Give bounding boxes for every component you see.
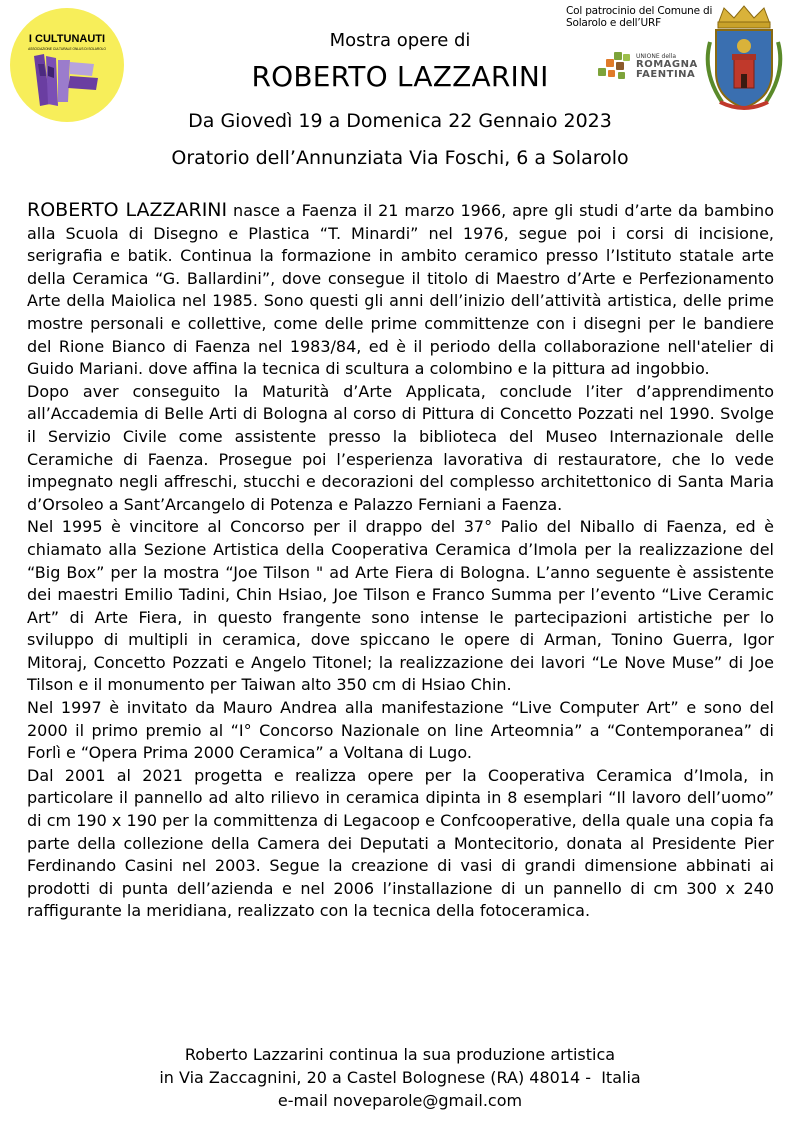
biography-paragraph-3: Nel 1995 è vincitore al Concorso per il drappo del 37° Palio del Niballo di Faenza, ed è chiamato alla Sezione Artistica della Cooperativa Ceramica d’Imola per la realizzazione del “Big Box” per la mostra “Joe Tilson " ad Arte Fiera di Bologna. L’anno seguente è assistente dei maestri Emilio Tadini, Chin Hsiao, Joe Tilson e Franco Summa per l’evento “Live Ceramic Art” di Arte Fiera, in questo frangente sono intense le partecipazioni artistiche per lo sviluppo di multipli in ceramica, dove spiccano le opere di Arman, Tonino Guerra, Igor Mitoraj, Concetto Pozzati e Angelo Titonel; la realizzazione dei lavori “Le Nove Muse” di Joe Tilson e il monumento per Taiwan alto 350 cm di Hsiao Chin.: [27, 517, 774, 695]
footer-line-2: in Via Zaccagnini, 20 a Castel Bolognese (RA) 48014 - Italia: [159, 1068, 641, 1087]
urf-logo: [596, 50, 706, 86]
biography-paragraph-5: Dal 2001 al 2021 progetta e realizza opere per la Cooperativa Ceramica d’Imola, in particolare il pannello ad alto rilievo in ceramica dipinta in 8 esemplari “Il lavoro dell’uomo” di cm 190 x 190 per la committenza di Legacoop e Confcooperative, della quale una copia fa parte della collezione della Camera dei Deputati a Montecitorio, donata al Presidente Pier Ferdinando Casini nel 2003. Segue la creazione di vasi di grandi dimensione abbinati ai prodotti di punta dell’azienda e nel 2006 l’installazione di un pannello di cm 300 x 240 raffigurante la meridiana, realizzato con la tecnica della fotoceramica.: [27, 765, 774, 921]
exhibition-dates: Da Giovedì 19 a Domenica 22 Gennaio 2023: [188, 110, 612, 132]
exhibition-subtitle: Mostra opere di: [329, 30, 471, 51]
biography-paragraph-1: [27, 199, 774, 381]
footer-email: e-mail noveparole@gmail.com: [277, 1091, 523, 1110]
urf-dots-icon: [596, 50, 634, 86]
biography-paragraph-4: Nel 1997 è invitato da Mauro Andrea alla manifestazione “Live Computer Art” e sono del 2000 il primo premio al “I° Concorso Nazionale on line Arteomnia” a “Contemporanea” di Forlì e “Opera Prima 2000 Ceramica” a Voltana di Lugo.: [27, 698, 774, 763]
coat-of-arms-icon: [700, 2, 788, 114]
exhibition-venue: Oratorio dell’Annunziata Via Foschi, 6 a Solarolo: [171, 147, 629, 169]
urf-line-1: ROMAGNA: [636, 59, 698, 70]
urf-line-2: FAENTINA: [636, 69, 696, 80]
cultunauti-logo-icon: [8, 6, 126, 124]
cultunauti-title: I CULTUNAUTI: [28, 33, 106, 45]
footer-line-1: Roberto Lazzarini continua la sua produzione artistica: [184, 1045, 616, 1064]
biography-paragraph-1-text: nasce a Faenza il 21 marzo 1966, apre gli studi d’arte da bambino alla Scuola di Disegno e Plastica “T. Minardi” nel 1976, segue poi i corsi di incisione, serigrafia e batik. Continua la formazione in ambito ceramico presso l’Istituto statale arte della Ceramica “G. Ballardini”, dove consegue il titolo di Maestro d’Arte e Perfezionamento Arte della Maiolica nel 1985. Sono questi gli anni dell’inizio dell’attività artistica, delle prime mostre personali e collettive, come delle prime committenze con i disegni per le bandiere del Rione Bianco di Faenza nel 1983/84, ed è il periodo della collaborazione nell'atelier di Guido Mariani. dove affina la tecnica di scultura a colombino e la pittura ad ingobbio.: [27, 201, 774, 379]
cultunauti-subtitle: ASSOCIAZIONE CULTURALE ONLUS DI SOLAROLO: [28, 47, 106, 51]
artist-title: ROBERTO LAZZARINI: [251, 60, 549, 93]
patronage-line-1: Col patrocinio del Comune di: [566, 5, 713, 17]
biography-lead-name: ROBERTO LAZZARINI: [27, 199, 228, 221]
urf-small-label: UNIONE della: [636, 53, 677, 60]
biography: [27, 199, 774, 923]
patronage-note: [566, 5, 716, 29]
biography-paragraph-2: Dopo aver conseguito la Maturità d’Arte Applicata, conclude l’iter d’apprendimento all’Accademia di Belle Arti di Bologna al corso di Pittura di Concetto Pozzati nel 1990. Svolge il Servizio Civile come assistente presso la biblioteca del Museo Internazionale delle Ceramiche di Faenza. Prosegue poi l’esperienza lavorativa di restauratore, che lo vede impegnato negli affreschi, stucchi e decorazioni del complesso architettonico di Santa Maria d’Orsoleo a Sant’Arcangelo di Potenza e Palazzo Ferniani a Faenza.: [27, 381, 774, 514]
patronage-line-2: Solarolo e dell’URF: [566, 17, 661, 29]
contact-footer: [100, 1043, 700, 1112]
cultunauti-logo: [8, 6, 126, 124]
coat-of-arms: [700, 2, 788, 114]
